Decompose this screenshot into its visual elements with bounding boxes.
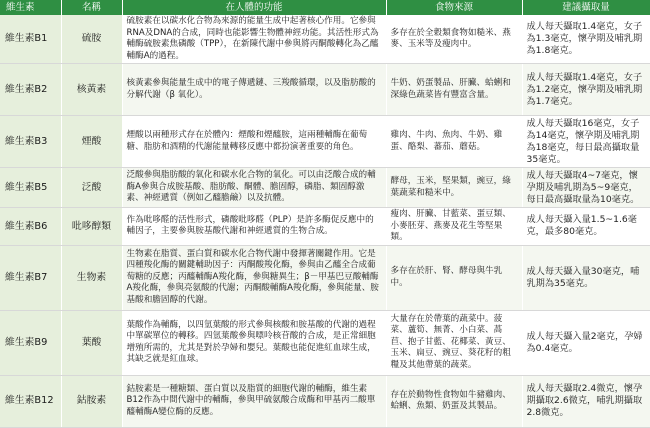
function-cell: 生物素在脂質、蛋白質和碳水化合物代謝中發揮著關鍵作用。它是四種羧化酶的關鍵輔助因子：丙酮酸羧化酶，參與由乙醯全合成葡萄糖的反應；丙醯輔酶A羧化酶，參與糖異生；β－甲基巴豆酸輔酶A羧化酶，參與亮氨酸的代謝；丙酮酸輔酶A羧化酶，參與能量、胺基酸和膽固醇的代謝。 bbox=[122, 245, 386, 310]
table-row bbox=[0, 116, 650, 168]
function-cell: 葉酸作為輔酶，以四氫葉酸的形式參與核酸和胺基酸的代謝的過程中單碳單位的轉移。四氫葉酸參與嘌呤核苷酸的合成，是正常細胞增殖所需的，尤其是對於孕婦和嬰兒。葉酸也能促進紅血球生成，其缺乏就是紅血球。 bbox=[122, 310, 386, 375]
intake-cell: 成人每天攝取2.4微克，懷孕期攝取2.6微克，哺乳期攝取2.8微克。 bbox=[522, 375, 650, 427]
vitamin-cell: 維生素B9 bbox=[0, 310, 61, 375]
intake-cell: 成人每天攝入量2毫克，孕婦為0.4毫克。 bbox=[522, 310, 650, 375]
vitamin-cell: 維生素B5 bbox=[0, 168, 61, 208]
header-source: 食物來源 bbox=[386, 0, 522, 15]
vitamin-cell: 維生素B12 bbox=[0, 375, 61, 427]
table-row bbox=[0, 310, 650, 375]
source-cell: 多存在於全穀類食物如糙米、燕麥、玉米等及瘦肉中。 bbox=[386, 15, 522, 64]
header-name: 名稱 bbox=[61, 0, 122, 15]
vitamin-cell: 維生素B3 bbox=[0, 116, 61, 168]
function-cell: 鈷胺素是一種糖類、蛋白質以及脂質的細胞代謝的輔酶，維生素B12作為中間代謝中的輔酶，參與甲硫氨酸合成酶和甲基丙二酸單醯輔酶A變位酶的反應。 bbox=[122, 375, 386, 427]
table-row bbox=[0, 208, 650, 246]
name-cell: 煙酸 bbox=[61, 116, 122, 168]
name-cell: 核黃素 bbox=[61, 64, 122, 116]
table-row bbox=[0, 64, 650, 116]
vitamin-cell: 維生素B6 bbox=[0, 208, 61, 246]
vitamin-cell: 維生素B1 bbox=[0, 15, 61, 64]
table-row bbox=[0, 245, 650, 310]
name-cell: 吡哆醇類 bbox=[61, 208, 122, 246]
source-cell: 牛奶、奶蛋製品、肝臟、蛤蜊和深綠色蔬菜皆有豐富含量。 bbox=[386, 64, 522, 116]
function-cell: 煙酸以兩種形式存在於體內：煙酸和煙醯胺，這兩種輔酶在葡萄糖、脂肪和酒精的代謝能量轉移反應中都扮演著重要的角色。 bbox=[122, 116, 386, 168]
header-function: 在人體的功能 bbox=[122, 0, 386, 15]
intake-cell: 成人每天攝取1.4毫克，女子為1.2毫克，懷孕期及哺乳期為1.7毫克。 bbox=[522, 64, 650, 116]
table-row bbox=[0, 375, 650, 427]
name-cell: 鈷胺素 bbox=[61, 375, 122, 427]
header-vitamin: 維生素 bbox=[0, 0, 61, 15]
source-cell: 酵母，玉米，堅果類，豌豆，綠葉蔬菜和糙米中。 bbox=[386, 168, 522, 208]
source-cell: 大量存在於帶葉的蔬菜中。菠菜、蘆筍、無菁、小白菜、萵苣、抱子甘藍、花椰菜、黃豆、玉米、扁豆、豌豆、葵花籽的粗糧及其他帶葉的蔬菜。 bbox=[386, 310, 522, 375]
function-cell: 作為吡哆醛的活性形式，磷酸吡哆醛（PLP）是許多酶促反應中的輔因子，主要參與胺基酸代謝和神經遞質的生物合成。 bbox=[122, 208, 386, 246]
table-row bbox=[0, 168, 650, 208]
source-cell: 瘦肉、肝臟、甘藍菜、蛋豆類、小麥胚芽、燕麥及花生等堅果類。 bbox=[386, 208, 522, 246]
intake-cell: 成人每天攝取16毫克，女子為14毫克，懷孕期及哺乳期為18毫克，每日最高攝取量35毫克。 bbox=[522, 116, 650, 168]
intake-cell: 成人每天攝取4~7毫克，懷孕期及哺乳期為5~9毫克，每日最高攝取量為10毫克。 bbox=[522, 168, 650, 208]
source-cell: 多存在於肝、腎、酵母與牛乳中。 bbox=[386, 245, 522, 310]
source-cell: 雞肉、牛肉、魚肉、牛奶、雞蛋、酪梨、蕃茄、蘑菇。 bbox=[386, 116, 522, 168]
table-header-row bbox=[0, 0, 650, 15]
intake-cell: 成人每天攝取1.4毫克，女子為1.3毫克，懷孕期及哺乳期為1.8毫克。 bbox=[522, 15, 650, 64]
header-intake: 建議攝取量 bbox=[522, 0, 650, 15]
intake-cell: 成人每天攝入量30毫克，哺乳期為35毫克。 bbox=[522, 245, 650, 310]
name-cell: 硫胺 bbox=[61, 15, 122, 64]
table-row bbox=[0, 15, 650, 64]
source-cell: 存在於動物性食物如牛豬雞肉、蛤蜊、魚類、奶蛋及其製品。 bbox=[386, 375, 522, 427]
name-cell: 生物素 bbox=[61, 245, 122, 310]
vitamin-cell: 維生素B2 bbox=[0, 64, 61, 116]
function-cell: 泛酸參與脂肪酸的氧化和碳水化合物的氧化。可以由泛酸合成的輔酶A參與合成胺基酸、脂肪酸、酮體、膽固醇，磷脂、類固醇激素、神經遞質（例如乙醯膽鹼）以及抗體。 bbox=[122, 168, 386, 208]
name-cell: 泛酸 bbox=[61, 168, 122, 208]
name-cell: 葉酸 bbox=[61, 310, 122, 375]
intake-cell: 成人每天攝入量1.5~1.6毫克，最多80毫克。 bbox=[522, 208, 650, 246]
function-cell: 核黃素參與能量生成中的電子傳遞鏈、三羧酸循環，以及脂肪酸的分解代謝（β 氧化）。 bbox=[122, 64, 386, 116]
function-cell: 硫胺素在以碳水化合物為來源的能量生成中起著核心作用。它參與RNA及DNA的合成，同時也能影響生物體神經功能。其活性形式為輔酶硫胺素焦磷酸（TPP），在新陳代謝中參與將丙酮酸轉化為乙醯輔酶A的過程。 bbox=[122, 15, 386, 64]
vitamin-cell: 維生素B7 bbox=[0, 245, 61, 310]
